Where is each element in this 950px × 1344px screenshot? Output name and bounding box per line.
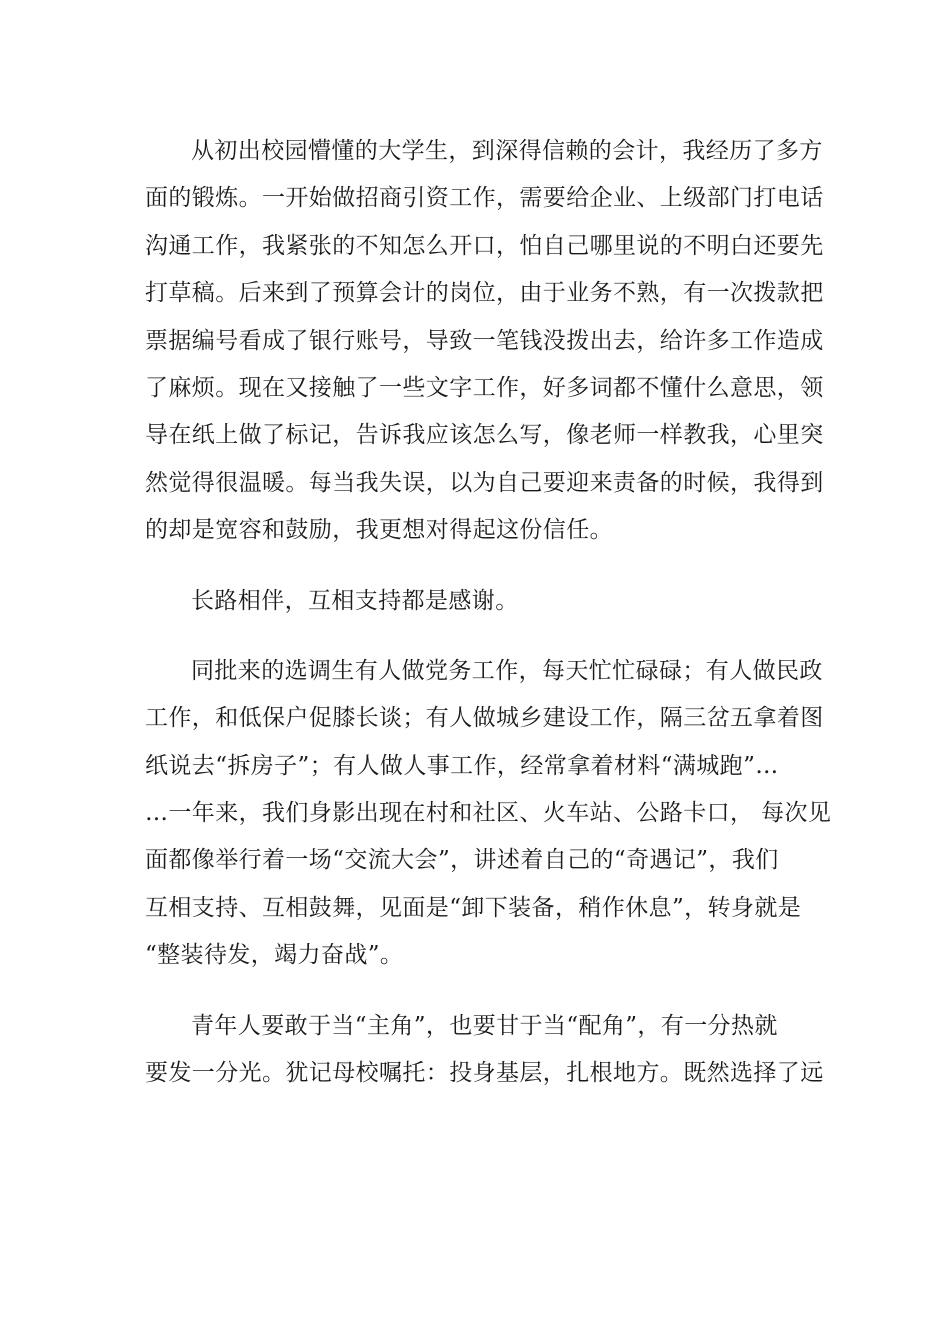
- text-line: 同批来的选调生有人做党务工作，每天忙忙碌碌；有人做民政: [191, 657, 823, 684]
- text-line: 纸说去“拆房子”；有人做人事工作，经常拿着材料“满城跑”…: [145, 752, 779, 779]
- text-line: 面的锻炼。一开始做招商引资工作，需要给企业、上级部门打电话: [145, 185, 824, 212]
- paragraph-2: [145, 578, 805, 625]
- text-line: 要发一分光。犹记母校嘱托：投身基层，扎根地方。既然选择了远: [145, 1060, 824, 1087]
- text-line: 长路相伴，互相支持都是感谢。: [191, 587, 519, 614]
- paragraph-3: [145, 648, 832, 980]
- text-line: 互相支持、互相鼓舞，见面是“卸下装备，稍作休息”，转身就是: [145, 894, 802, 921]
- text-line: 面都像举行着一场“交流大会”，讲述着自己的“奇遇记”，我们: [145, 847, 779, 874]
- text-line: 导在纸上做了标记，告诉我应该怎么写，像老师一样教我，心里突: [145, 422, 824, 449]
- text-line: 了麻烦。现在又接触了一些文字工作，好多词都不懂什么意思，领: [145, 374, 824, 401]
- paragraph-4: [145, 1003, 824, 1098]
- text-line: 然觉得很温暖。每当我失误，以为自己要迎来责备的时候，我得到: [145, 469, 824, 496]
- text-line: 工作，和低保户促膝长谈；有人做城乡建设工作，隔三岔五拿着图: [145, 705, 824, 732]
- text-line: 青年人要敢于当“主角”，也要甘于当“配角”，有一分热就: [191, 1012, 778, 1039]
- text-line: …一年来，我们身影出现在村和社区、火车站、公路卡口， 每次见: [145, 800, 832, 827]
- paragraph-1: [145, 128, 824, 555]
- text-line: “整装待发，竭力奋战”。: [145, 942, 404, 969]
- text-line: 打草稿。后来到了预算会计的岗位，由于业务不熟，有一次拨款把: [145, 280, 824, 307]
- text-line: 的却是宽容和鼓励，我更想对得起这份信任。: [145, 517, 613, 544]
- text-line: 沟通工作，我紧张的不知怎么开口，怕自己哪里说的不明白还要先: [145, 232, 824, 259]
- text-line: 票据编号看成了银行账号，导致一笔钱没拨出去，给许多工作造成: [145, 327, 824, 354]
- document-body: [145, 128, 832, 1120]
- text-line: 从初出校园懵懂的大学生，到深得信赖的会计，我经历了多方: [191, 138, 823, 164]
